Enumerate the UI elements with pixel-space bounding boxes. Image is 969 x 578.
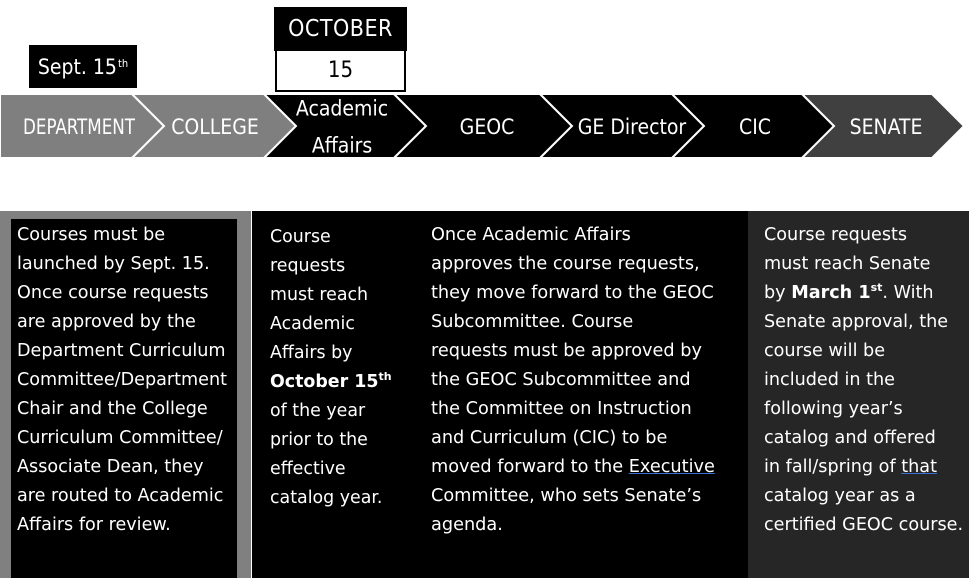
step-geoc-label: GEOC — [459, 115, 515, 139]
panel-text: Committee, who sets Senate’s — [431, 486, 702, 506]
panel-text-line — [17, 279, 237, 308]
panel-text: Chair and the College — [17, 399, 208, 419]
panel-text: catalog year as a — [764, 486, 916, 506]
panel-text-line — [270, 252, 410, 281]
academic-affairs-panel — [252, 211, 410, 578]
panel-text: by — [764, 283, 792, 303]
panel-text: catalog and offered — [764, 428, 936, 448]
panel-text-line — [431, 482, 748, 511]
panel-text-line — [270, 426, 410, 455]
panel-text-line — [431, 308, 748, 337]
panel-text-line — [764, 366, 969, 395]
panel-text-line — [270, 368, 410, 397]
panel-text: course will be — [764, 341, 886, 361]
panel-text: Curriculum Committee/ — [17, 428, 223, 448]
panel-text-line — [764, 250, 969, 279]
panel-text: requests — [270, 256, 346, 276]
panel-text: are routed to Academic — [17, 486, 224, 506]
panel-text-line — [270, 339, 410, 368]
panel-text: Academic — [270, 314, 355, 334]
panel-text: catalog year. — [270, 488, 383, 508]
panel-text-line — [270, 397, 410, 426]
panel-text: certified GEOC course. — [764, 515, 964, 535]
department-college-panel — [11, 219, 237, 578]
panel-text-line — [431, 337, 748, 366]
panel-text: the GEOC Subcommittee and — [431, 370, 691, 390]
panel-text: Courses must be — [17, 225, 166, 245]
panel-text-line — [17, 308, 237, 337]
panel-text: following year’s — [764, 399, 903, 419]
panel-text: requests must be approved by — [431, 341, 702, 361]
senate-panel — [748, 211, 969, 578]
panel-text: must reach Senate — [764, 254, 931, 274]
step-college-label: COLLEGE — [171, 115, 259, 139]
panel-text: Affairs for review. — [17, 515, 171, 535]
geoc-cic-panel — [410, 211, 748, 578]
panel-text: launched by Sept. 15. — [17, 254, 210, 274]
process-steps — [0, 94, 964, 158]
panel-text-line — [764, 279, 969, 308]
process-flow — [0, 0, 969, 200]
step-academic-affairs-label: Affairs — [311, 133, 373, 158]
panel-text-line — [17, 395, 237, 424]
panel-text-line — [431, 453, 748, 482]
panel-text: Once course requests — [17, 283, 209, 303]
panel-text: Subcommittee. Course — [431, 312, 634, 332]
panel-text: in fall/spring of — [764, 457, 902, 477]
executive-underlined-text: Executive — [628, 457, 715, 477]
that-underlined-text: that — [901, 457, 937, 477]
panel-text: of the year — [270, 401, 366, 421]
panel-text: approves the course requests, — [431, 254, 700, 274]
panel-text: included in the — [764, 370, 896, 390]
panel-text-line — [431, 250, 748, 279]
panel-text-line — [431, 395, 748, 424]
panel-text: Committee/Department — [17, 370, 228, 390]
panel-text: Senate approval, the — [764, 312, 949, 332]
panel-text-line — [17, 482, 237, 511]
sept-15-text: Sept. 15 — [37, 54, 117, 79]
panel-text: Affairs by — [270, 343, 353, 363]
march-1-deadline-text: March 1 — [791, 283, 871, 303]
panel-text-line — [270, 484, 410, 513]
panel-text: the Committee on Instruction — [431, 399, 692, 419]
panel-text-line — [270, 310, 410, 339]
step-senate-label: SENATE — [849, 115, 923, 139]
panel-text-line — [431, 424, 748, 453]
panel-text-line — [764, 337, 969, 366]
october-15-deadline-text: October 15 — [270, 372, 379, 392]
panel-text: and Curriculum (CIC) to be — [431, 428, 668, 448]
panel-text: Associate Dean, they — [17, 457, 204, 477]
panel-text-line — [17, 453, 237, 482]
panel-text-line — [764, 308, 969, 337]
panel-text: they move forward to the GEOC — [431, 283, 714, 303]
sept-15-sup: th — [117, 57, 129, 70]
step-department-label: DEPARTMENT — [23, 115, 136, 139]
panel-text: . With — [882, 283, 934, 303]
panel-text-line — [764, 453, 969, 482]
panel-text: Course — [270, 227, 331, 247]
panel-text-line — [431, 511, 748, 540]
panel-text: moved forward to the — [431, 457, 629, 477]
october-deadline-month: OCTOBER — [274, 7, 407, 51]
panel-text-line — [270, 455, 410, 484]
panel-text: Course requests — [764, 225, 908, 245]
panel-text-line — [431, 279, 748, 308]
panel-text: agenda. — [431, 515, 503, 535]
panel-text-line — [17, 250, 237, 279]
panel-text-line — [17, 337, 237, 366]
panel-text: must reach — [270, 285, 369, 305]
panel-text-line — [764, 424, 969, 453]
panel-text-line — [17, 424, 237, 453]
panel-text-line — [431, 221, 748, 250]
panel-text: prior to the — [270, 430, 368, 450]
october-15-sup: th — [378, 370, 392, 384]
step-ge-director-label: GE Director — [577, 115, 687, 139]
panel-text-line — [764, 482, 969, 511]
step-academic-affairs-label: Academic — [295, 96, 389, 121]
panel-text-line — [17, 511, 237, 540]
panel-text-line — [764, 395, 969, 424]
october-deadline-day: 15 — [275, 51, 406, 92]
panel-text: Once Academic Affairs — [431, 225, 631, 245]
panel-text: Department Curriculum — [17, 341, 226, 361]
panel-text-line — [270, 223, 410, 252]
step-cic-label: CIC — [739, 115, 771, 139]
panel-text-line — [431, 366, 748, 395]
panel-text-line — [17, 221, 237, 250]
panel-text: effective — [270, 459, 346, 479]
march-1-sup: st — [870, 281, 883, 295]
panel-text-line — [17, 366, 237, 395]
panel-text-line — [764, 511, 969, 540]
panel-text-line — [270, 281, 410, 310]
panel-text-line — [764, 221, 969, 250]
panel-text: are approved by the — [17, 312, 196, 332]
